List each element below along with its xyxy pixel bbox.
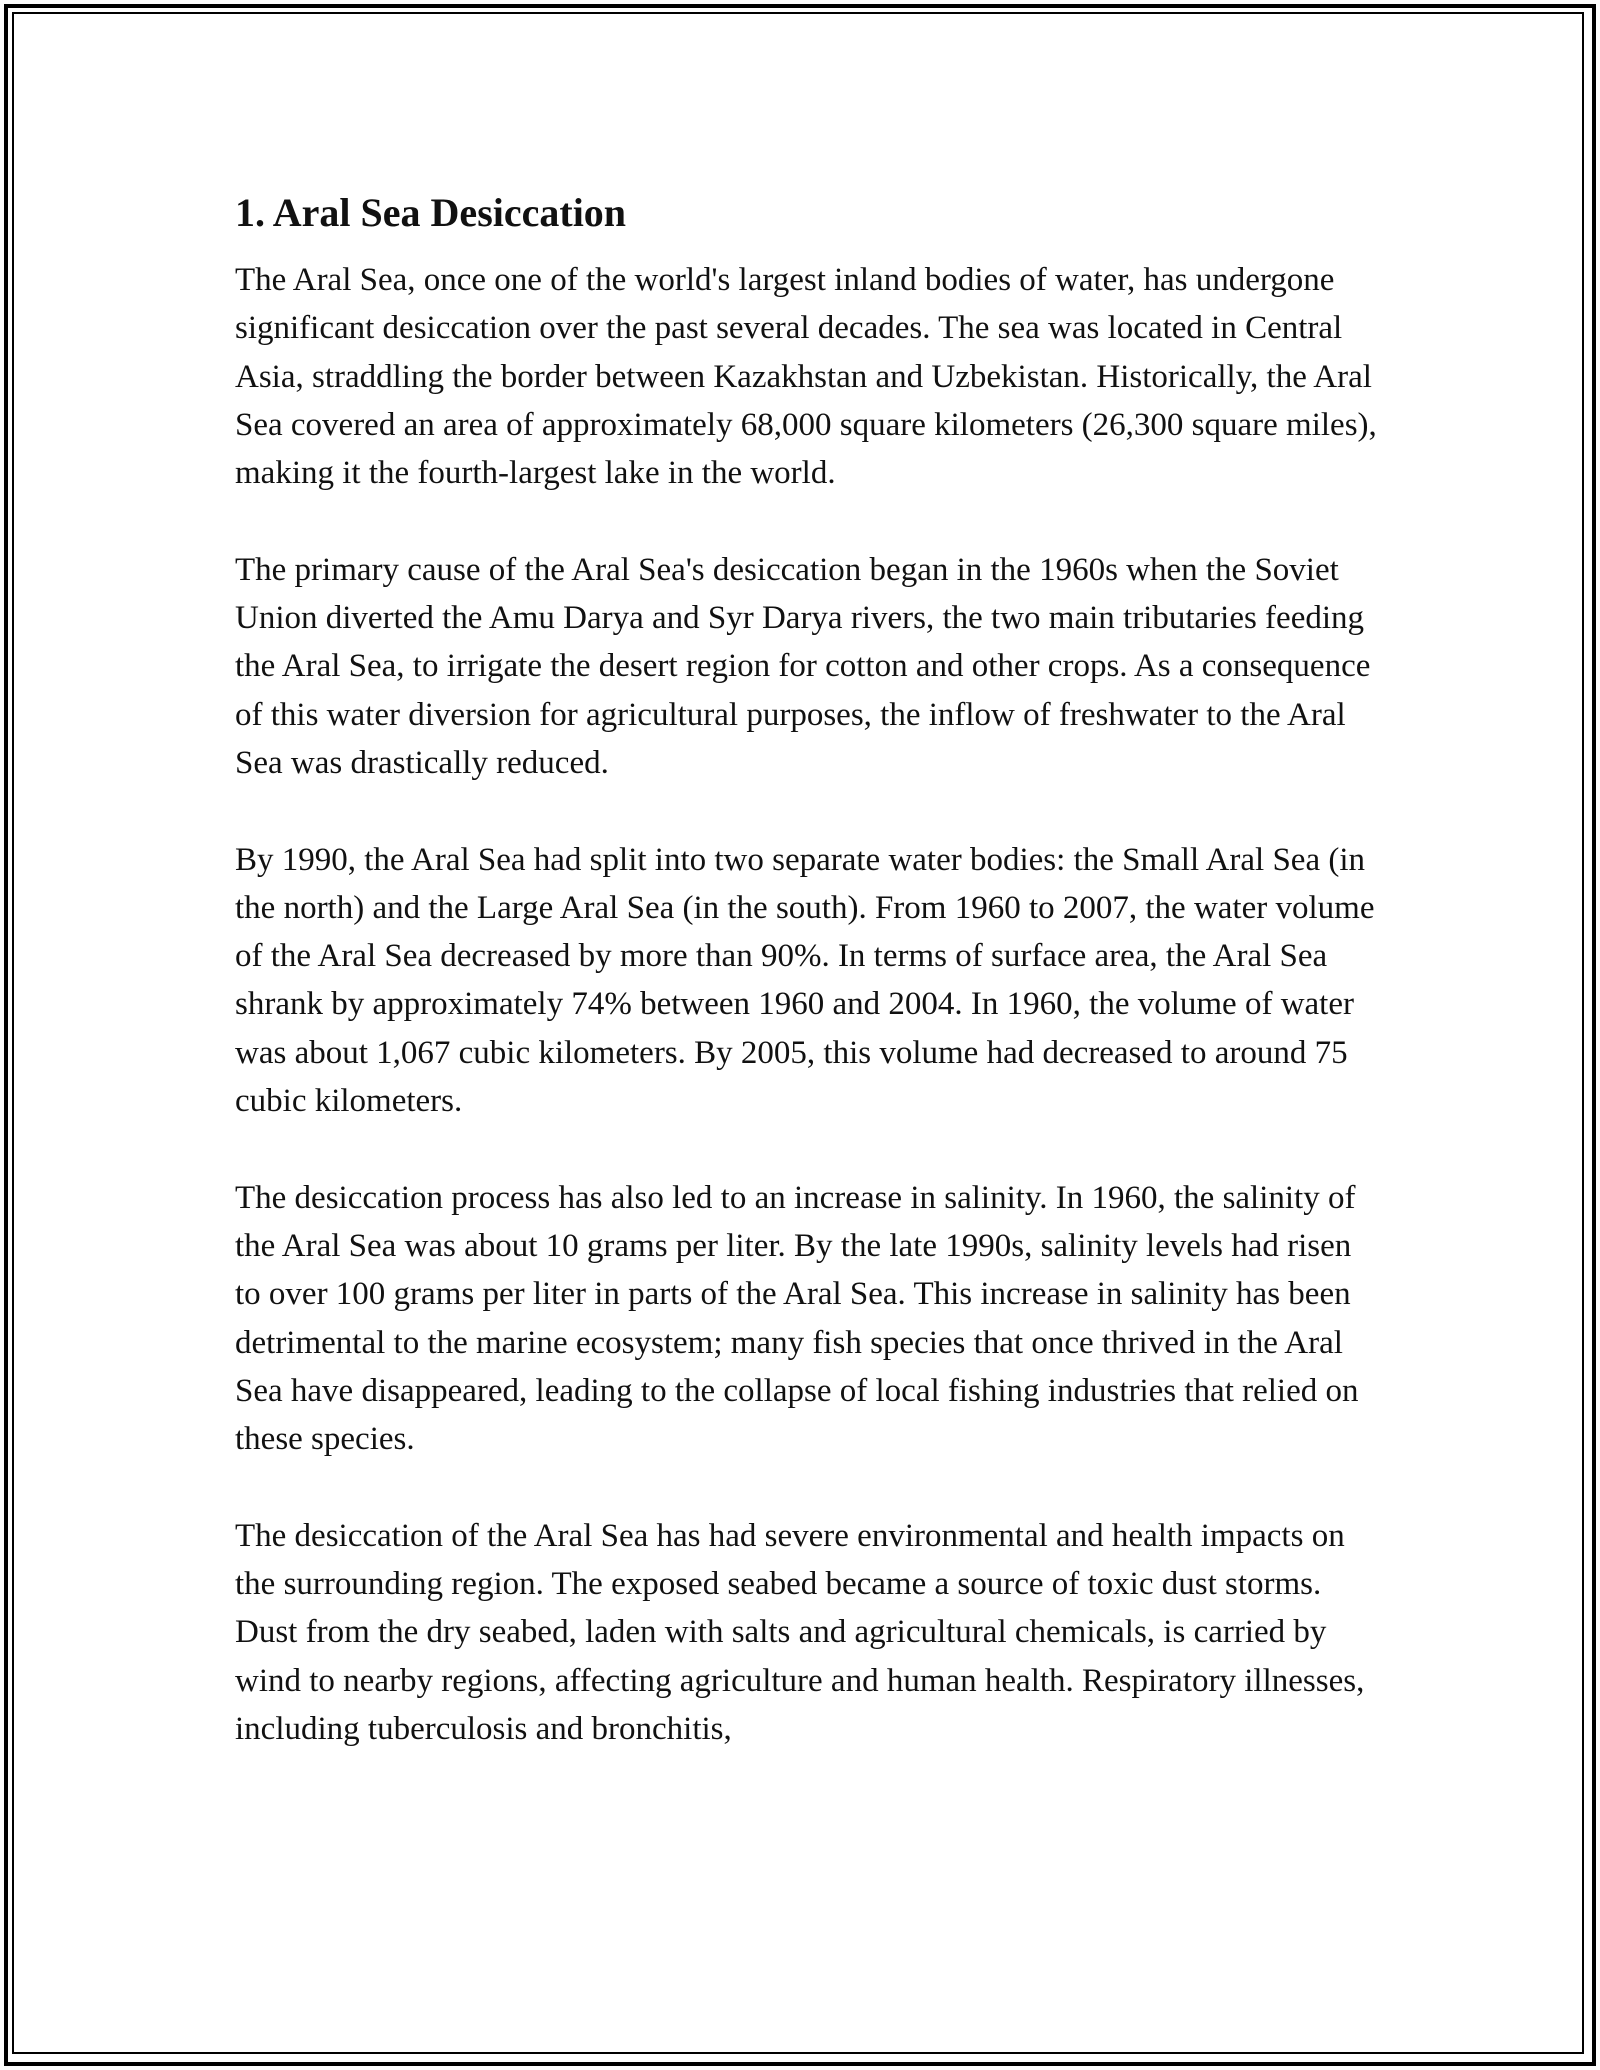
- paragraph-4: The desiccation process has also led to an increase in salinity. In 1960, the salinity of the Aral Sea was about 10 grams per liter. By the late 1990s, salinity levels had risen to over 100 grams per liter in parts of the Aral Sea. This increase in salinity has been detrimental to the marine ecosystem; many fish species that once thrived in the Aral Sea have disappeared, leading to the collapse of local fishing industries that relied on these species.: [235, 1179, 1359, 1458]
- paragraph-2: The primary cause of the Aral Sea's desiccation began in the 1960s when the Soviet Union diverted the Amu Darya and Syr Darya rivers, the two main tributaries feeding the Aral Sea, to irrigate the desert region for cotton and other crops. As a consequence of this water diversion for agricultural purposes, the inflow of freshwater to the Aral Sea was drastically reduced.: [235, 551, 1371, 781]
- document-body: [235, 180, 1385, 1802]
- paragraph-3: By 1990, the Aral Sea had split into two separate water bodies: the Small Aral Sea (in the north) and the Large Aral Sea (in the south). From 1960 to 2007, the water volume of the Aral Sea decreased by more than 90%. In terms of surface area, the Aral Sea shrank by approximately 74% between 1960 and 2004. In 1960, the volume of water was about 1,067 cubic kilometers. By 2005, this volume had decreased to around 75 cubic kilometers.: [235, 841, 1375, 1120]
- section-heading: 1. Aral Sea Desiccation: [235, 190, 627, 235]
- paragraph-1: The Aral Sea, once one of the world's largest inland bodies of water, has undergone significant desiccation over the past several decades. The sea was located in Central Asia, straddling the border between Kazakhstan and Uzbekistan. Historically, the Aral Sea covered an area of approximately 68,000 square kilometers (26,300 square miles), making it the fourth-largest lake in the world.: [235, 262, 1377, 492]
- paragraph-5: The desiccation of the Aral Sea has had severe environmental and health impacts on the surrounding region. The exposed seabed became a source of toxic dust storms. Dust from the dry seabed, laden with salts and agricultural chemicals, is carried by wind to nearby regions, affecting agriculture and human health. Respiratory illnesses, including tuberculosis and bronchitis,: [235, 1517, 1365, 1747]
